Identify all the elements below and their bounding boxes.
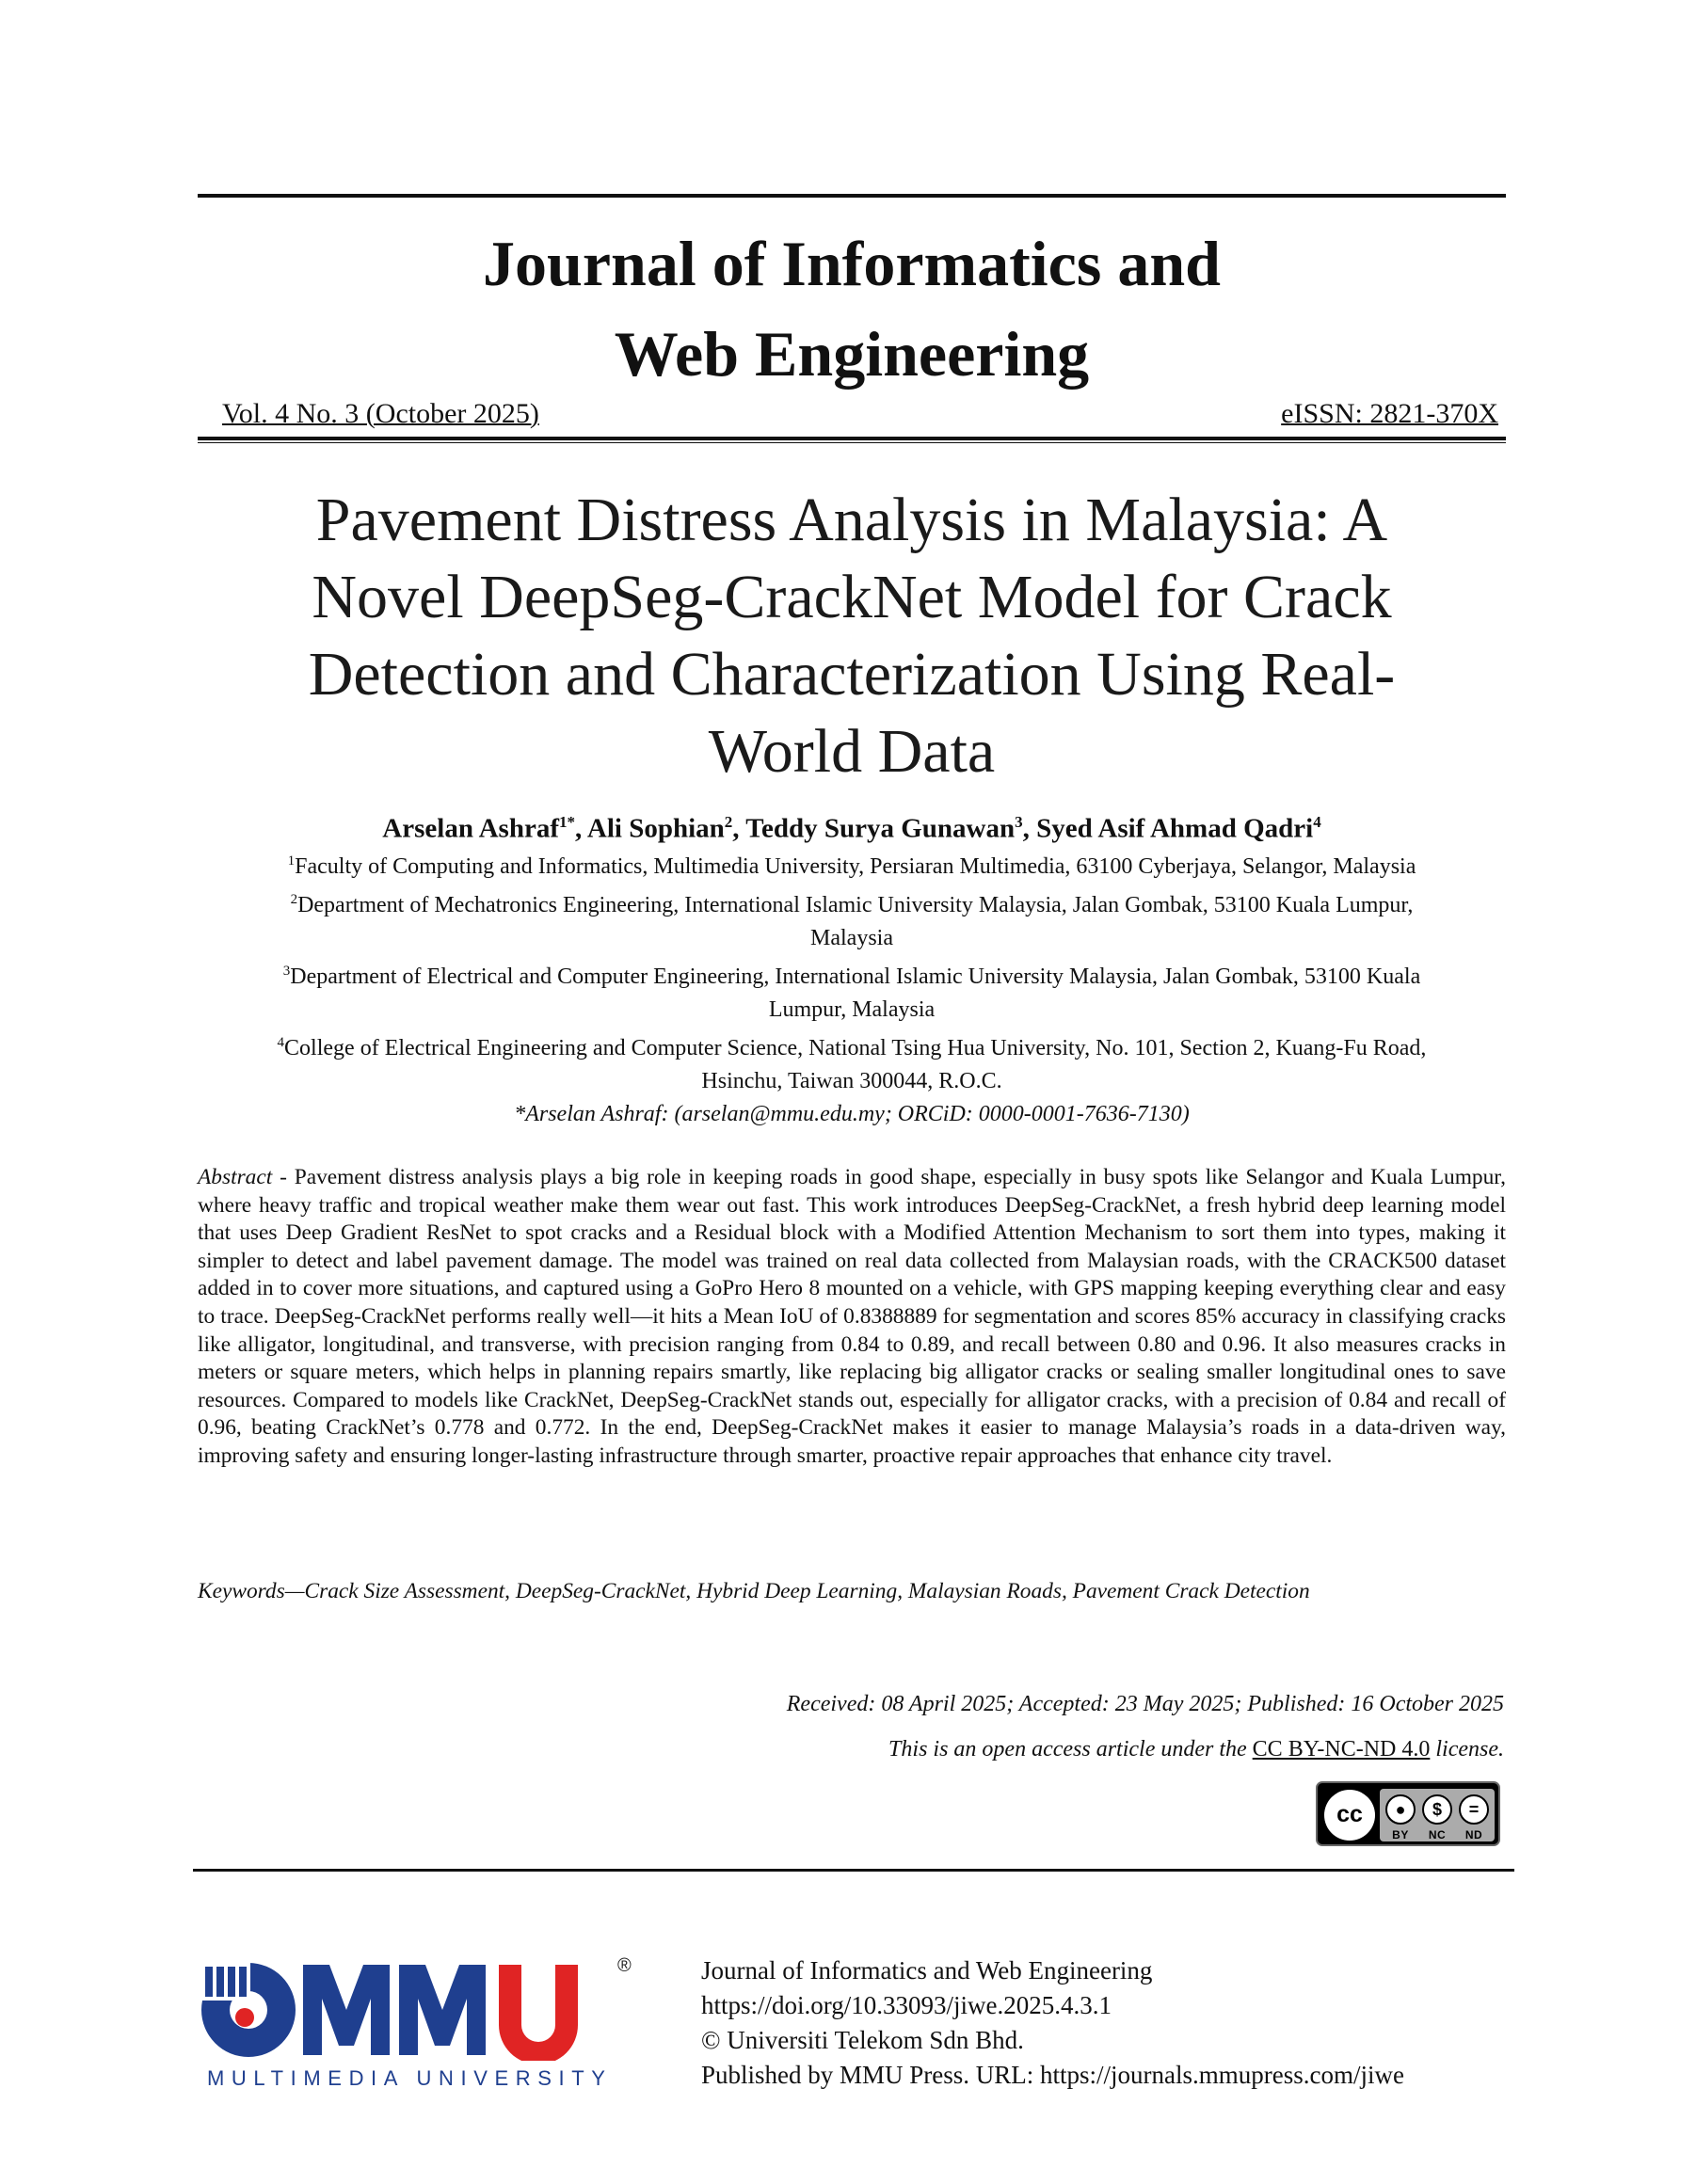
abstract-label: Abstract	[198, 1165, 273, 1189]
affiliation-sup: 4	[277, 1035, 285, 1050]
cc-term-label: ND	[1464, 1828, 1483, 1841]
eissn: eISSN: 2821-370X	[1281, 398, 1498, 429]
paper-title-line: World Data	[708, 717, 996, 786]
affiliation-line: Department of Mechatronics Engineering, International Islamic University Malaysia, Jalan Gombak, 53100 Kuala Lumpur,	[297, 893, 1414, 917]
cc-term-label: NC	[1428, 1828, 1447, 1841]
attribution-icon: ●	[1385, 1794, 1416, 1825]
license-link[interactable]: CC BY-NC-ND 4.0	[1252, 1737, 1431, 1762]
author-name: Ali Sophian	[586, 813, 725, 844]
abstract-text: - Pavement distress analysis plays a big role in keeping roads in good shape, especially in busy spots like Selangor and Kuala Lumpur, where heavy traffic and tropical weather make them wear out fast. This work introduces DeepSeg-CrackNet, a fresh hybrid deep learning model that uses Deep Gradient ResNet to spot cracks and a Residual block with a Modified Attention Mechanism to sort them into types, making it simpler to detect and label pavement damage. The model was trained on real data collected from Malaysian roads, with the CRACK500 dataset added in to cover more situations, and captured using a GoPro Hero 8 mounted on a vehicle, with GPS mapping keeping everything clear and easy to trace. DeepSeg-CrackNet performs really well—it hits a Mean IoU of 0.8388889 for segmentation and scores 85% accuracy in classifying cracks like alligator, longitudinal, and transverse, with precision ranging from 0.84 to 0.89, and recall between 0.80 and 0.96. It also measures cracks in meters or square meters, which helps in planning repairs smartly, like replacing big alligator cracks or sealing smaller longitudinal ones to save resources. Compared to models like CrackNet, DeepSeg-CrackNet stands out, especially for alligator cracks, with a precision of 0.84 and recall of 0.96, beating CrackNet’s 0.778 and 0.772. In the end, DeepSeg-CrackNet makes it easier to manage Malaysia’s roads in a data-driven way, improving safety and ensuring longer-lasting infrastructure through smarter, proactive repair approaches that enhance city travel.	[198, 1165, 1506, 1468]
journal-title-line: Web Engineering	[614, 318, 1090, 390]
header-bottom-rule	[198, 437, 1506, 440]
author-sup: 1*	[559, 813, 575, 831]
mmu-tagline: MULTIMEDIA UNIVERSITY	[207, 2066, 613, 2090]
license-statement	[888, 1734, 1504, 1764]
cc-icon	[1324, 1790, 1375, 1841]
author-sup: 3	[1015, 813, 1023, 831]
noderivatives-icon: =	[1459, 1794, 1489, 1825]
journal-title	[198, 218, 1506, 399]
affiliation-sup: 3	[282, 964, 291, 979]
footer-rule	[193, 1869, 1514, 1872]
journal-title-line: Journal of Informatics and	[483, 228, 1221, 299]
affiliation	[198, 955, 1506, 994]
affiliation	[198, 1027, 1506, 1065]
paper-title-line: Novel DeepSeg-CrackNet Model for Crack	[312, 563, 1392, 631]
author-name: Syed Asif Ahmad Qadri	[1036, 813, 1314, 844]
cc-icon-text: cc	[1336, 1801, 1363, 1827]
author-list: Arselan Ashraf$^{1*}$, Ali Sophian$^2$, Teddy Surya Gunawan$^3$, Syed Asif Ahmad Qadri$^4$	[382, 813, 1321, 844]
header-bottom-thin-rule	[198, 442, 1506, 443]
affiliation-line: Hsinchu, Taiwan 300044, R.O.C.	[701, 1069, 1002, 1093]
paper-title-line: Detection and Characterization Using Real-	[308, 640, 1396, 709]
registered-mark: ®	[617, 1955, 632, 1976]
affiliation-sup: 2	[290, 892, 298, 907]
mmu-logo	[198, 1955, 640, 2093]
footer-copyright: © Universiti Telekom Sdn Bhd.	[701, 2026, 1024, 2054]
volume-issue: Vol. 4 No. 3 (October 2025)	[222, 398, 539, 429]
author-sup: 4	[1313, 813, 1321, 831]
noncommercial-icon: $	[1422, 1794, 1452, 1825]
paper-title-line: Pavement Distress Analysis in Malaysia: A	[315, 486, 1388, 554]
affiliation-sup: 1	[287, 853, 296, 869]
publication-dates: Received: 08 April 2025; Accepted: 23 May 2025; Published: 16 October 2025	[786, 1692, 1504, 1716]
affiliation-line: Faculty of Computing and Informatics, Multimedia University, Persiaran Multimedia, 63100 Cyberjaya, Selangor, Malaysia	[295, 854, 1416, 879]
mmu-logo-mark	[198, 1955, 617, 2061]
affiliation-line: Malaysia	[810, 926, 893, 950]
cc-terms-strip	[1380, 1789, 1495, 1841]
affiliation	[198, 884, 1506, 922]
affiliation-line: College of Electrical Engineering and Computer Science, National Tsing Hua University, No. 101, Section 2, Kuang-Fu Road,	[284, 1036, 1427, 1060]
cc-license-badge[interactable]	[1316, 1781, 1500, 1846]
publisher-info	[701, 1953, 1404, 2093]
footer-publisher-url[interactable]: Published by MMU Press. URL: https://journals.mmupress.com/jiwe	[701, 2061, 1404, 2089]
author-sup: 2	[724, 813, 733, 831]
keywords: Keywords—Crack Size Assessment, DeepSeg-CrackNet, Hybrid Deep Learning, Malaysian Roads, Pavement Crack Detection	[198, 1579, 1310, 1603]
header-top-rule	[198, 194, 1506, 198]
footer-doi[interactable]: https://doi.org/10.33093/jiwe.2025.4.3.1	[701, 1991, 1112, 2019]
affiliation	[198, 845, 1506, 884]
abstract	[198, 1164, 1506, 1471]
author-name: Arselan Ashraf	[382, 813, 559, 844]
footer-journal-name: Journal of Informatics and Web Engineering	[701, 1956, 1153, 1985]
corresponding-author: *Arselan Ashraf: (arselan@mmu.edu.my; ORCiD: 0000-0001-7636-7130)	[514, 1102, 1190, 1126]
license-suffix: license.	[1430, 1737, 1504, 1762]
affiliation-line: Lumpur, Malaysia	[768, 997, 936, 1022]
license-prefix: This is an open access article under the	[888, 1737, 1253, 1762]
affiliation-line: Department of Electrical and Computer Engineering, International Islamic University Malaysia, Jalan Gombak, 53100 Kuala	[290, 964, 1421, 989]
paper-title	[198, 482, 1506, 790]
author-name: Teddy Surya Gunawan	[745, 813, 1016, 844]
affiliations	[198, 845, 1506, 1131]
cc-term-label: BY	[1392, 1828, 1409, 1841]
